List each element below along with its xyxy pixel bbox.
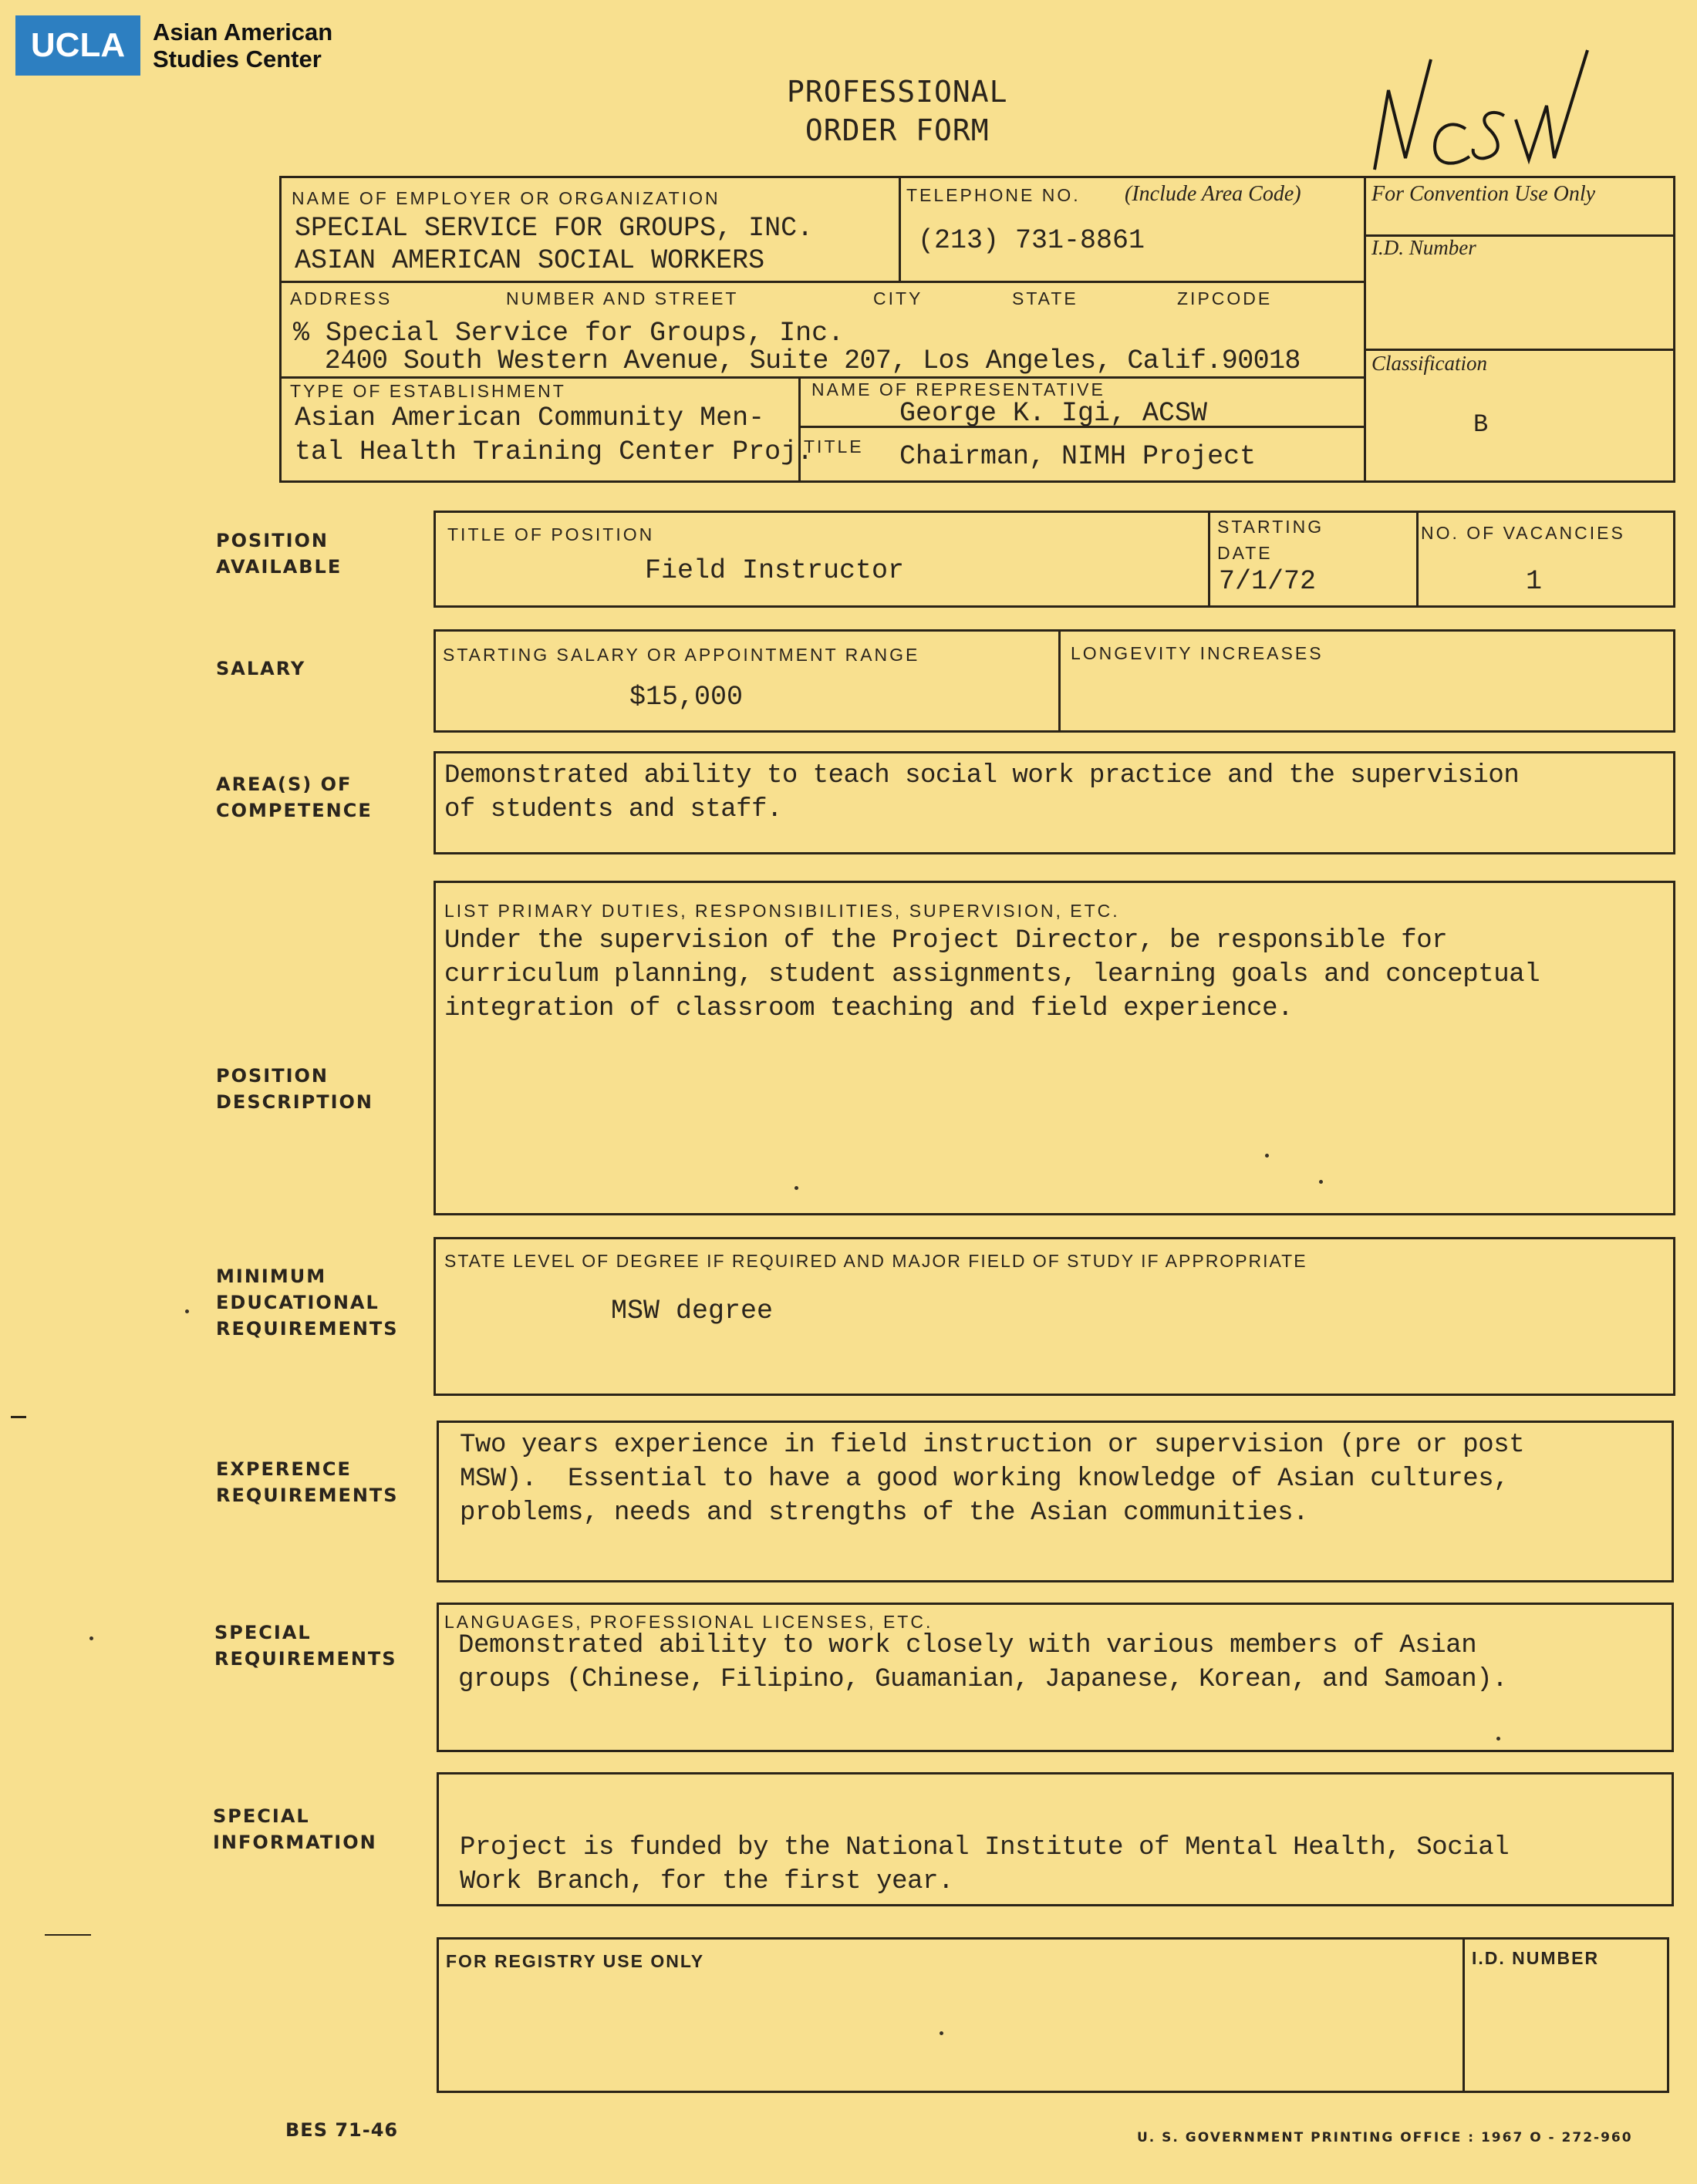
form-title-line2: ORDER FORM — [805, 113, 990, 147]
address-label: ADDRESS — [290, 288, 393, 308]
experience-side-line1: EXPERENCE — [216, 1458, 352, 1480]
handwritten-ncsw-mark — [1358, 42, 1620, 181]
special-req-side-label — [214, 1619, 397, 1672]
edge-mark — [11, 1416, 26, 1418]
center-name — [153, 19, 332, 72]
employer-label: NAME OF EMPLOYER OR ORGANIZATION — [292, 188, 720, 208]
description-side-line2: DESCRIPTION — [216, 1091, 374, 1113]
establishment-label: TYPE OF ESTABLISHMENT — [290, 381, 566, 401]
special-req-side-line1: SPECIAL — [214, 1622, 312, 1643]
starting-salary-label: STARTING SALARY OR APPOINTMENT RANGE — [443, 645, 920, 665]
speck — [795, 1186, 798, 1190]
experience-side-line2: REQUIREMENTS — [216, 1485, 399, 1506]
representative-label: NAME OF REPRESENTATIVE — [811, 379, 1105, 399]
special-info-side-line2: INFORMATION — [213, 1832, 377, 1853]
address-line1: % Special Service for Groups, Inc. — [293, 318, 845, 349]
position-side-line2: AVAILABLE — [216, 556, 342, 578]
telephone-label-note: (Include Area Code) — [1125, 182, 1301, 206]
registry-id-label: I.D. NUMBER — [1472, 1948, 1600, 1968]
employer-line1: SPECIAL SERVICE FOR GROUPS, INC. — [295, 213, 814, 244]
form-code: BES 71-46 — [285, 2119, 399, 2141]
vacancies-value: 1 — [1526, 566, 1543, 597]
competence-side-line1: AREA(S) OF — [216, 774, 353, 795]
address-line2: 2400 South Western Avenue, Suite 207, Los Angeles, Calif.90018 — [293, 345, 1301, 376]
education-side-line2: EDUCATIONAL — [216, 1292, 380, 1313]
longevity-label: LONGEVITY INCREASES — [1071, 643, 1324, 663]
address-city-label: CITY — [873, 288, 923, 308]
speck — [89, 1636, 93, 1640]
education-value: MSW degree — [611, 1296, 774, 1326]
address-street-label: NUMBER AND STREET — [506, 288, 739, 308]
education-side-line1: MINIMUM — [216, 1266, 327, 1287]
education-side-line3: REQUIREMENTS — [216, 1318, 399, 1340]
telephone-value: (213) 731-8861 — [918, 225, 1145, 256]
starting-date-label-line2: DATE — [1217, 543, 1273, 563]
position-title-label: TITLE OF POSITION — [447, 524, 655, 544]
position-available-side-label — [216, 527, 342, 580]
form-title — [787, 72, 1008, 150]
salary-side-label: SALARY — [216, 658, 306, 679]
description-label: LIST PRIMARY DUTIES, RESPONSIBILITIES, SUPERVISION, ETC. — [444, 901, 1120, 921]
experience-text: Two years experience in field instruction or supervision (pre or post MSW). Essential to have a good working knowledge of Asian cultures, problems, needs and strengths of the Asian communities. — [460, 1431, 1525, 1528]
address-state-label: STATE — [1012, 288, 1078, 308]
speck — [185, 1309, 189, 1313]
form-title-line1: PROFESSIONAL — [787, 75, 1008, 109]
description-side-line1: POSITION — [216, 1065, 329, 1087]
representative-title-label: TITLE — [804, 436, 864, 457]
address-zip-label: ZIPCODE — [1177, 288, 1273, 308]
convention-label: For Convention Use Only — [1371, 182, 1596, 206]
printing-office: U. S. GOVERNMENT PRINTING OFFICE : 1967 O - 272-960 — [1137, 2130, 1633, 2145]
special-info-side-label — [213, 1803, 377, 1855]
description-text: Under the supervision of the Project Director, be responsible for curriculum planning, student assignments, learning goals and conceptual integration of classroom teaching and field experience. — [444, 926, 1540, 1023]
telephone-label: TELEPHONE NO. — [906, 185, 1081, 205]
position-title: Field Instructor — [645, 555, 905, 586]
speck — [1496, 1737, 1500, 1741]
position-side-line1: POSITION — [216, 530, 329, 551]
special-req-side-line2: REQUIREMENTS — [214, 1648, 397, 1670]
education-label: STATE LEVEL OF DEGREE IF REQUIRED AND MAJOR FIELD OF STUDY IF APPROPRIATE — [444, 1251, 1307, 1271]
starting-date-label — [1217, 514, 1324, 566]
ncsw-text: NCSW — [1612, 178, 1620, 181]
establishment-line2: tal Health Training Center Proj. — [295, 436, 814, 467]
special-info-text: Project is funded by the National Institute of Mental Health, Social Work Branch, for the first year. — [460, 1833, 1510, 1896]
starting-date: 7/1/72 — [1219, 566, 1317, 597]
vacancies-label: NO. OF VACANCIES — [1421, 523, 1625, 543]
speck — [1265, 1154, 1269, 1158]
establishment-line1: Asian American Community Men- — [295, 403, 765, 433]
edge-mark — [45, 1934, 91, 1936]
representative-title: Chairman, NIMH Project — [899, 441, 1257, 472]
competence-side-line2: COMPETENCE — [216, 800, 373, 821]
special-req-text: Demonstrated ability to work closely with various members of Asian groups (Chinese, Filipino, Guamanian, Japanese, Korean, and Samoan). — [458, 1631, 1508, 1694]
competence-side-label — [216, 771, 373, 824]
representative-name: George K. Igi, ACSW — [899, 398, 1208, 429]
education-side-label — [216, 1263, 399, 1342]
ucla-logo: UCLA — [15, 15, 140, 76]
classification-label: Classification — [1371, 352, 1488, 375]
registry-label: FOR REGISTRY USE ONLY — [446, 1951, 705, 1971]
center-name-line2: Studies Center — [153, 46, 322, 72]
employer-line2: ASIAN AMERICAN SOCIAL WORKERS — [295, 245, 765, 276]
competence-text: Demonstrated ability to teach social work practice and the supervision of students and staff. — [444, 761, 1520, 824]
center-name-line1: Asian American — [153, 19, 333, 46]
special-req-label: LANGUAGES, PROFESSIONAL LICENSES, ETC. — [444, 1612, 933, 1632]
convention-id-label: I.D. Number — [1371, 236, 1476, 259]
starting-date-label-line1: STARTING — [1217, 517, 1324, 537]
experience-side-label — [216, 1456, 399, 1508]
starting-salary-value: $15,000 — [629, 682, 744, 713]
speck — [940, 2031, 943, 2035]
special-info-side-line1: SPECIAL — [213, 1805, 310, 1827]
speck — [1319, 1180, 1323, 1184]
description-side-label — [216, 1063, 373, 1115]
classification-value: B — [1473, 410, 1489, 439]
